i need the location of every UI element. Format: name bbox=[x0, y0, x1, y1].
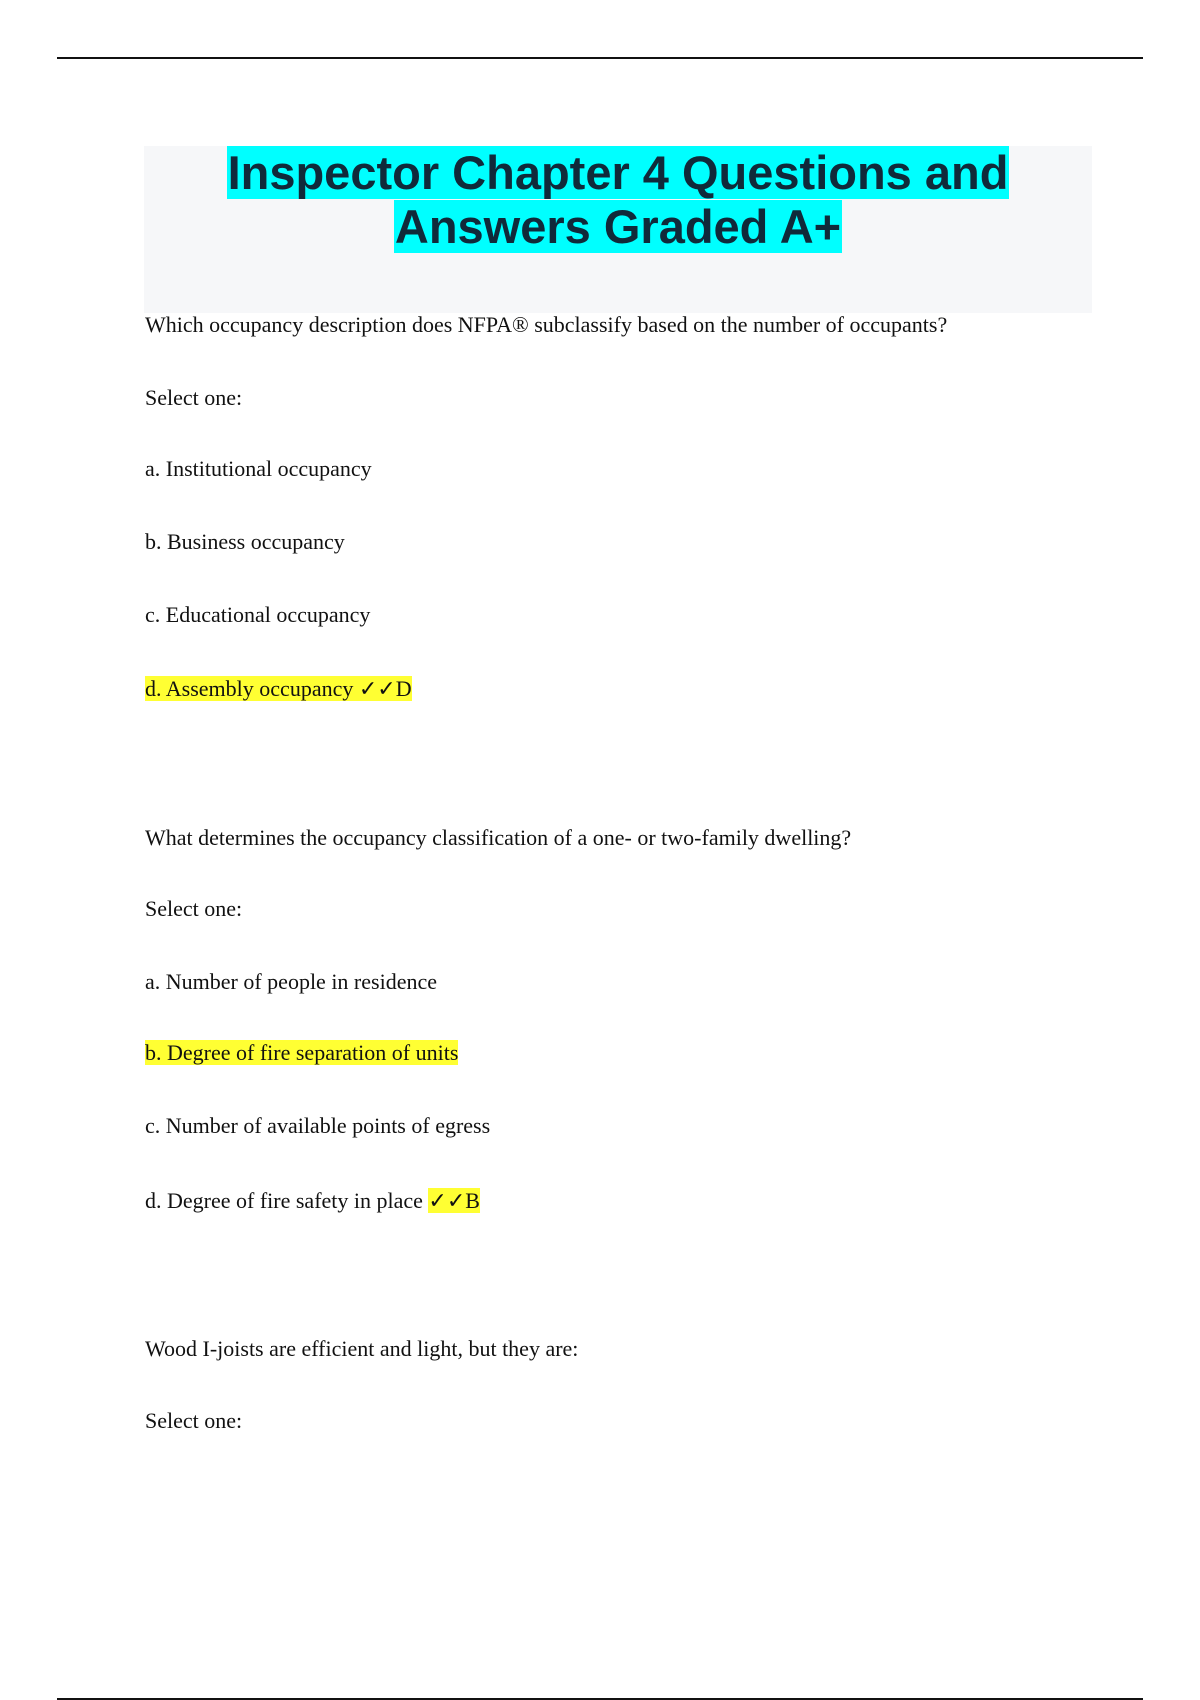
question-2-option-b-answer bbox=[145, 1038, 458, 1068]
answer-highlight: d. Assembly occupancy ✓✓D bbox=[145, 676, 412, 701]
title-line-1: Inspector Chapter 4 Questions and bbox=[227, 146, 1009, 199]
question-2-option-d bbox=[145, 1186, 480, 1216]
document-title bbox=[144, 146, 1092, 254]
question-2-option-c: c. Number of available points of egress bbox=[145, 1113, 491, 1138]
question-1-option-a: a. Institutional occupancy bbox=[145, 456, 372, 481]
question-2-text: What determines the occupancy classification of a one- or two-family dwelling? bbox=[145, 825, 852, 850]
title-line-2: Answers Graded A+ bbox=[394, 200, 842, 253]
question-2-option-a: a. Number of people in residence bbox=[145, 969, 437, 994]
question-1-option-d-answer bbox=[145, 674, 412, 704]
header-rule bbox=[57, 57, 1143, 59]
question-2-option-d-text: d. Degree of fire safety in place bbox=[145, 1188, 423, 1213]
question-1-option-c: c. Educational occupancy bbox=[145, 602, 371, 627]
question-1-option-b: b. Business occupancy bbox=[145, 529, 345, 554]
answer-highlight: b. Degree of fire separation of units bbox=[145, 1040, 459, 1065]
question-3-text: Wood I-joists are efficient and light, but they are: bbox=[145, 1336, 579, 1361]
question-1-prompt: Select one: bbox=[145, 385, 243, 410]
question-3-prompt: Select one: bbox=[145, 1408, 243, 1433]
question-1-text: Which occupancy description does NFPA® subclassify based on the number of occupants? bbox=[145, 312, 948, 337]
question-2-prompt: Select one: bbox=[145, 896, 243, 921]
title-block bbox=[144, 146, 1092, 313]
answer-mark: ✓✓B bbox=[428, 1188, 480, 1213]
